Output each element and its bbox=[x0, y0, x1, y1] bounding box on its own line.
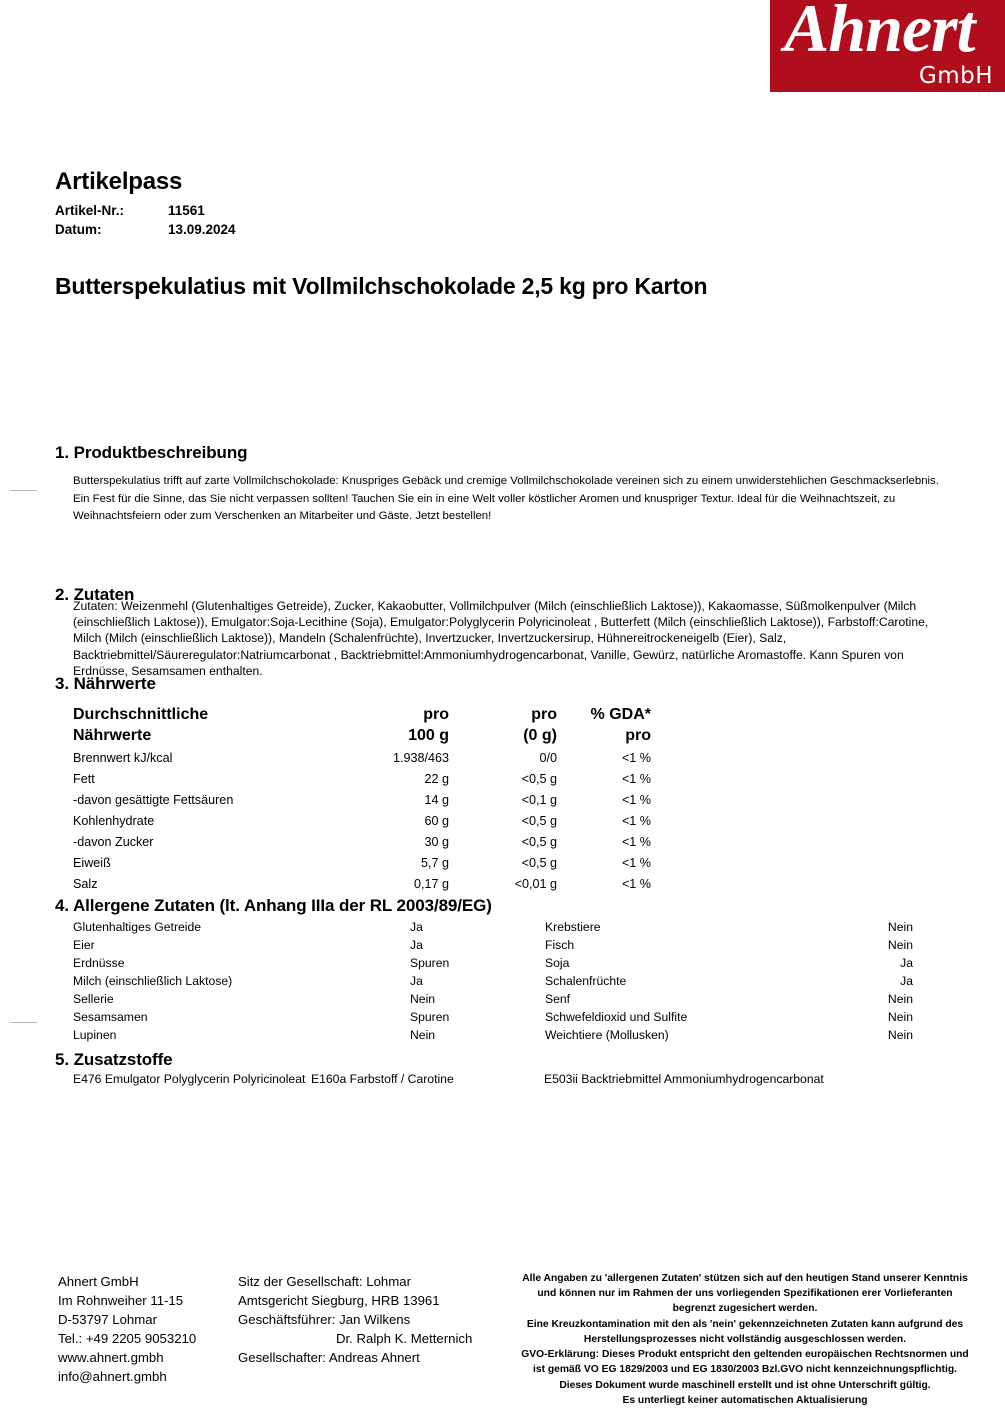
nutrition-row-gda: <1 % bbox=[621, 834, 651, 849]
disclaimer-line-8: Dieses Dokument wurde maschinell erstellt und ist ohne Unterschrift gültig. bbox=[559, 1379, 931, 1391]
footer-company-phone: Tel.: +49 2205 9053210 bbox=[58, 1331, 197, 1346]
nutrition-row-perportion: 0/0 bbox=[539, 750, 557, 765]
allergen-row bbox=[73, 1026, 913, 1044]
nutrition-header-per100g-line2: 100 g bbox=[408, 727, 449, 745]
nutrition-row-gda: <1 % bbox=[621, 771, 651, 786]
nutrition-row-gda: <1 % bbox=[621, 855, 651, 870]
allergen-value-left: Ja bbox=[410, 920, 423, 934]
footer-company-city: D-53797 Lohmar bbox=[58, 1312, 157, 1327]
logo-legal-form: GmbH bbox=[918, 63, 993, 89]
allergen-name-right: Fisch bbox=[545, 938, 575, 952]
nutrition-header-gda-line1: % GDA* bbox=[590, 706, 651, 723]
section-heading-zusatzstoffe: 5. Zusatzstoffe bbox=[55, 1050, 173, 1069]
nutrition-row bbox=[73, 853, 651, 874]
article-number-value: 11561 bbox=[168, 203, 205, 218]
nutrition-row-per100g: 1.938/463 bbox=[392, 750, 449, 765]
article-number-row bbox=[55, 203, 205, 218]
nutrition-row-gda: <1 % bbox=[621, 792, 651, 807]
allergen-name-right: Senf bbox=[545, 992, 571, 1006]
disclaimer-line-1: Alle Angaben zu 'allergenen Zutaten' stützen sich auf den heutigen Stand unserer Kenntnis bbox=[522, 1273, 968, 1284]
nutrition-row-per100g: 30 g bbox=[424, 834, 449, 849]
allergen-value-right: Nein bbox=[887, 920, 913, 934]
allergen-name-left: Lupinen bbox=[73, 1028, 117, 1042]
margin-fold-mark-upper bbox=[10, 490, 37, 491]
allergen-value-right: Nein bbox=[887, 938, 913, 952]
allergen-value-right: Ja bbox=[900, 974, 913, 988]
allergen-name-left: Erdnüsse bbox=[73, 956, 125, 970]
nutrition-header-per100g bbox=[341, 704, 449, 748]
disclaimer-line-4: Eine Kreuzkontamination mit den als 'nein' gekennzeichneten Zutaten kann aufgrund des bbox=[526, 1318, 964, 1330]
allergen-row bbox=[73, 990, 913, 1008]
nutrition-row-gda: <1 % bbox=[621, 750, 651, 765]
nutrition-row-label: Salz bbox=[73, 876, 98, 891]
allergen-value-right: Nein bbox=[887, 992, 913, 1006]
nutrition-header-label-line2: Nährwerte bbox=[73, 727, 152, 745]
nutrition-header-label bbox=[73, 704, 341, 748]
nutrition-row-perportion: <0,5 g bbox=[521, 834, 557, 849]
allergen-value-right: Nein bbox=[887, 1010, 913, 1024]
logo-wordmark: Ahnert bbox=[784, 0, 975, 66]
footer-company-block bbox=[58, 1272, 196, 1386]
allergen-value-left: Nein bbox=[410, 1028, 436, 1042]
disclaimer-line-5: Herstellungsprozesses nicht vollständig ausgeschlossen werden. bbox=[583, 1333, 907, 1345]
additives-list bbox=[73, 1071, 833, 1087]
allergen-row bbox=[73, 918, 913, 936]
allergen-name-left: Sellerie bbox=[73, 992, 114, 1006]
allergen-name-left: Milch (einschließlich Laktose) bbox=[73, 974, 233, 988]
nutrition-row bbox=[73, 874, 651, 895]
disclaimer-line-3: begrenzt zugesichert werden. bbox=[672, 1303, 818, 1315]
allergen-row bbox=[73, 954, 913, 972]
nutrition-row-per100g: 5,7 g bbox=[420, 855, 449, 870]
allergen-name-right: Schwefeldioxid und Sulfite bbox=[545, 1010, 688, 1024]
nutrition-row-perportion: <0,01 g bbox=[514, 876, 557, 891]
nutrition-row-perportion: <0,1 g bbox=[521, 792, 557, 807]
nutrition-row bbox=[73, 748, 651, 769]
nutrition-row-perportion: <0,5 g bbox=[521, 771, 557, 786]
allergen-table bbox=[73, 918, 913, 1044]
nutrition-row-per100g: 0,17 g bbox=[413, 876, 449, 891]
ingredients-text: Zutaten: Weizenmehl (Glutenhaltiges Getreide), Zucker, Kakaobutter, Vollmilchpulver (Milch (einschließlich Laktose)), Kakaomasse, Süßmolkenpulver (Milch (einschließlich Laktose)), Emulgator:Soja-Lecithine (Soja), Emulgator:Polyglycerin Polyricinoleat , Butterfett (Milch (einschließlich Laktose)), Farbstoff:Carotine, Milch (Milch (einschließlich Laktose)), Mandeln (Schalenfrüchte), Invertzucker, Invertzuckersirup, Hühnereitrockeneigelb (Eier), Salz, Backtriebmittel/Säureregulator:Natriumcarbonat , Backtriebmittel:Ammoniumhydrogencarbonat, Vanille, Gewürz, natürliche Aromastoffe. Kann Spuren von Erdnüsse, Sesamsamen enthalten. bbox=[73, 599, 929, 678]
allergen-value-left: Ja bbox=[410, 938, 423, 952]
nutrition-row bbox=[73, 811, 651, 832]
additive-item-3: E503ii Backtriebmittel Ammoniumhydrogencarbonat bbox=[544, 1072, 824, 1086]
nutrition-row-label: Eiweiß bbox=[73, 855, 111, 870]
nutrition-header-perportion-line1: pro bbox=[531, 706, 557, 723]
nutrition-header-per100g-line1: pro bbox=[423, 706, 449, 723]
nutrition-header-gda bbox=[557, 704, 651, 748]
disclaimer-line-2: und können nur im Rahmen der uns vorliegenden Spezifikationen erer Vorlieferanten bbox=[537, 1288, 953, 1300]
product-description-text: Butterspekulatius trifft auf zarte Vollmilchschokolade: Knuspriges Gebäck und cremige Vollmilchschokolade vereinen sich zu einem unwiderstehlichen Geschmackserlebnis. Ein Fest für die Sinne, das Sie nicht verpassen sollten! Tauchen Sie ein in eine Welt voller köstlicher Aromen und knuspriger Textur. Ideal für die Weihnachtszeit, zu Weihnachtsfeiern oder zum Verschenken an Mitarbeiter und Gäste. Jetzt bestellen! bbox=[73, 475, 939, 523]
additive-item-1: E476 Emulgator Polyglycerin Polyricinoleat bbox=[73, 1072, 306, 1086]
footer-company-street: Im Rohnweiher 11-15 bbox=[58, 1293, 184, 1308]
footer-legal-block bbox=[238, 1272, 472, 1367]
allergen-value-right: Ja bbox=[900, 956, 913, 970]
date-value: 13.09.2024 bbox=[168, 222, 236, 237]
allergen-value-left: Spuren bbox=[410, 1010, 450, 1024]
allergen-value-right: Nein bbox=[887, 1028, 913, 1042]
nutrition-header-gda-line2: pro bbox=[625, 727, 651, 745]
allergen-row bbox=[73, 1008, 913, 1026]
nutrition-row-per100g: 14 g bbox=[424, 792, 449, 807]
allergen-table-body bbox=[73, 918, 913, 1044]
date-row bbox=[55, 222, 236, 237]
footer-shareholder: Gesellschafter: Andreas Ahnert bbox=[238, 1350, 420, 1365]
nutrition-header-row bbox=[73, 704, 651, 748]
section-heading-produktbeschreibung: 1. Produktbeschreibung bbox=[55, 443, 248, 462]
footer-company-website[interactable]: www.ahnert.gmbh bbox=[58, 1350, 164, 1365]
footer-court-register: Amtsgericht Siegburg, HRB 13961 bbox=[238, 1293, 440, 1308]
nutrition-row-gda: <1 % bbox=[621, 876, 651, 891]
nutrition-row-label: Brennwert kJ/kcal bbox=[73, 750, 173, 765]
company-logo bbox=[770, 0, 1005, 92]
allergen-value-left: Nein bbox=[410, 992, 436, 1006]
nutrition-row-perportion: <0,5 g bbox=[521, 813, 557, 828]
allergen-value-left: Spuren bbox=[410, 956, 450, 970]
footer-disclaimer-block bbox=[520, 1271, 970, 1408]
disclaimer-line-9: Es unterliegt keiner automatischen Aktualisierung bbox=[622, 1394, 868, 1406]
page-title: Artikelpass bbox=[55, 168, 183, 195]
nutrition-table bbox=[73, 704, 651, 895]
nutrition-row-per100g: 22 g bbox=[424, 771, 449, 786]
date-label: Datum: bbox=[55, 222, 102, 237]
allergen-name-left: Sesamsamen bbox=[73, 1010, 148, 1024]
section-heading-naehrwerte: 3. Nährwerte bbox=[55, 674, 156, 693]
additive-item-2: E160a Farbstoff / Carotine bbox=[311, 1072, 454, 1086]
product-name: Butterspekulatius mit Vollmilchschokolade 2,5 kg pro Karton bbox=[55, 273, 708, 299]
allergen-name-left: Eier bbox=[73, 938, 95, 952]
nutrition-row bbox=[73, 790, 651, 811]
allergen-row bbox=[73, 936, 913, 954]
nutrition-row-label: Kohlenhydrate bbox=[73, 813, 155, 828]
section-heading-zutaten: 2. Zutaten bbox=[55, 585, 135, 604]
nutrition-row-gda: <1 % bbox=[621, 813, 651, 828]
nutrition-row-label: -davon gesättigte Fettsäuren bbox=[73, 792, 234, 807]
margin-fold-mark-lower bbox=[10, 1022, 37, 1023]
nutrition-row bbox=[73, 832, 651, 853]
disclaimer-line-7: ist gemäß VO EG 1829/2003 und EG 1830/2003 Bzl.GVO nicht kennzeichnungspflichtig. bbox=[532, 1364, 958, 1376]
footer-managing-director-2: Dr. Ralph K. Metternich bbox=[336, 1331, 473, 1346]
nutrition-header-perportion-line2: (0 g) bbox=[523, 727, 557, 745]
allergen-name-right: Weichtiere (Mollusken) bbox=[545, 1028, 669, 1042]
disclaimer-line-6: GVO-Erklärung: Dieses Produkt entspricht den geltenden europäischen Rechtsnormen und bbox=[521, 1349, 969, 1361]
footer-company-name: Ahnert GmbH bbox=[58, 1274, 139, 1289]
nutrition-row-per100g: 60 g bbox=[424, 813, 449, 828]
article-number-label: Artikel-Nr.: bbox=[55, 203, 125, 218]
nutrition-row-perportion: <0,5 g bbox=[521, 855, 557, 870]
footer-managing-director-1: Geschäftsführer: Jan Wilkens bbox=[238, 1312, 411, 1327]
section-heading-allergene-zutaten: 4. Allergene Zutaten (lt. Anhang IIIa der RL 2003/89/EG) bbox=[55, 896, 492, 915]
allergen-name-right: Soja bbox=[545, 956, 570, 970]
allergen-row bbox=[73, 972, 913, 990]
nutrition-header-label-line1: Durchschnittliche bbox=[73, 706, 209, 723]
nutrition-table-body bbox=[73, 748, 651, 895]
nutrition-table-head bbox=[73, 704, 651, 748]
allergen-name-right: Schalenfrüchte bbox=[545, 974, 627, 988]
nutrition-header-perportion bbox=[449, 704, 557, 748]
nutrition-row-label: Fett bbox=[73, 771, 95, 786]
footer-company-email[interactable]: info@ahnert.gmbh bbox=[58, 1369, 167, 1384]
nutrition-row-label: -davon Zucker bbox=[73, 834, 154, 849]
footer-registered-office: Sitz der Gesellschaft: Lohmar bbox=[238, 1274, 411, 1289]
allergen-value-left: Ja bbox=[410, 974, 423, 988]
allergen-name-left: Glutenhaltiges Getreide bbox=[73, 920, 202, 934]
nutrition-row bbox=[73, 769, 651, 790]
allergen-name-right: Krebstiere bbox=[545, 920, 601, 934]
